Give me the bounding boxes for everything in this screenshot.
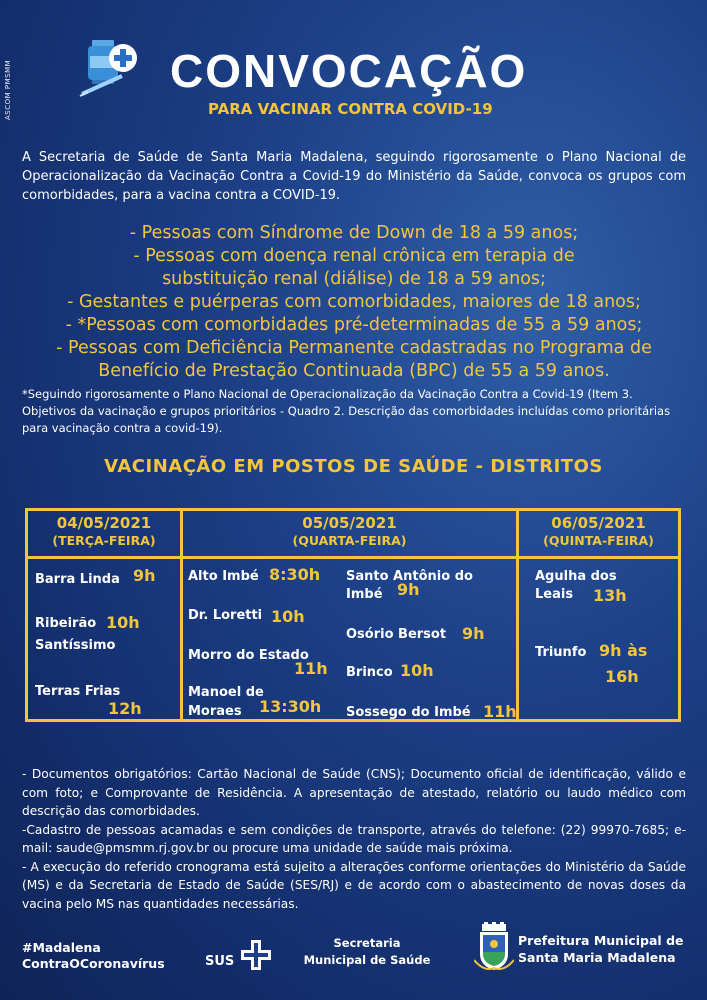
prefeitura-line: Prefeitura Municipal de xyxy=(518,933,684,948)
place-time: 9h às xyxy=(599,641,648,660)
group-line: - Pessoas com Síndrome de Down de 18 a 59 anos; xyxy=(129,223,579,243)
place-name: Santíssimo xyxy=(35,638,116,653)
group-line: - Gestantes e puérperas com comorbidades, maiores de 18 anos; xyxy=(67,292,641,312)
day-date: 04/05/2021 xyxy=(56,514,152,532)
place-name: Morro do Estado xyxy=(188,648,309,663)
prefeitura-label xyxy=(518,932,684,966)
place-time: 13:30h xyxy=(259,697,322,716)
day-weekday: (TERÇA-FEIRA) xyxy=(52,533,156,548)
page-subtitle: PARA VACINAR CONTRA COVID-19 xyxy=(208,100,493,118)
hashtag-line: #Madalena xyxy=(22,940,101,955)
page-title: CONVOCAÇÃO xyxy=(170,45,528,97)
place-time: 9h xyxy=(397,580,420,599)
section-title: VACINAÇÃO EM POSTOS DE SAÚDE - DISTRITOS xyxy=(104,456,603,477)
place-name: Terras Frias xyxy=(35,684,121,699)
place-name: Ribeirão xyxy=(35,616,97,631)
place-name: Sossego do Imbé xyxy=(346,705,471,720)
place-time: 11h xyxy=(294,659,328,678)
secretaria-line: Secretaria xyxy=(333,936,401,950)
side-credit: ASCOM PMSMM xyxy=(4,59,12,120)
day-header xyxy=(519,514,678,550)
day-weekday: (QUINTA-FEIRA) xyxy=(543,533,654,548)
notes xyxy=(22,765,686,913)
group-line: Benefício de Prestação Continuada (BPC) de 55 a 59 anos. xyxy=(98,361,610,381)
note-paragraph: -Cadastro de pessoas acamadas e sem condições de transporte, através do telefone: (22) 99970-7685; e-mail: saude@pmsmm.rj.gov.br ou procure uma unidade de saúde mais próxima. xyxy=(22,822,686,855)
place-time: 9h xyxy=(462,624,485,643)
group-line: - Pessoas com Deficiência Permanente cadastradas no Programa de xyxy=(56,338,652,358)
place-name: Barra Linda xyxy=(35,572,120,587)
place-name: Dr. Loretti xyxy=(188,608,263,623)
intro-text: A Secretaria de Saúde de Santa Maria Madalena, seguindo rigorosamente o Plano Nacional de Operacionalização da Vacinação Contra a Covid-19 do Ministério da Saúde, convoca os grupos com comorbidades, para a vacina contra a COVID-19. xyxy=(22,150,686,203)
secretaria-label xyxy=(302,935,432,969)
group-line: - Pessoas com doença renal crônica em terapia de xyxy=(133,246,575,266)
vaccine-icon xyxy=(78,36,140,98)
place-time: 9h xyxy=(133,566,156,585)
secretaria-line: Municipal de Saúde xyxy=(303,953,431,967)
priority-groups xyxy=(22,222,686,383)
header-divider xyxy=(28,556,678,559)
schedule-table xyxy=(25,508,681,722)
place-time: 8:30h xyxy=(269,565,321,584)
place-name: Santo Antônio do xyxy=(346,569,473,584)
place-name: Manoel de xyxy=(188,685,264,700)
sus-logo xyxy=(205,940,271,970)
prefeitura-line: Santa Maria Madalena xyxy=(518,950,676,965)
day-date: 05/05/2021 xyxy=(302,514,397,532)
day-weekday: (QUARTA-FEIRA) xyxy=(292,533,407,548)
place-time: 10h xyxy=(400,661,434,680)
place-time: 12h xyxy=(108,699,142,718)
coat-of-arms-icon xyxy=(474,922,514,974)
place-name: Osório Bersot xyxy=(346,627,447,642)
group-line: - *Pessoas com comorbidades pré-determinadas de 55 a 59 anos; xyxy=(65,315,643,335)
place-name: Moraes xyxy=(188,704,242,719)
day-header xyxy=(183,514,516,550)
place-name: Triunfo xyxy=(535,645,587,660)
place-name: Alto Imbé xyxy=(188,569,259,584)
place-time: 10h xyxy=(271,607,305,626)
place-name: Leais xyxy=(535,587,574,602)
day-date: 06/05/2021 xyxy=(551,514,646,532)
sus-cross-icon xyxy=(241,940,271,970)
place-name: Brinco xyxy=(346,665,393,680)
place-time: 11h xyxy=(483,702,517,721)
footnote: *Seguindo rigorosamente o Plano Nacional de Operacionalização da Vacinação Contra a Covid-19 (Item 3. Objetivos da vacinação e grupos prioritários - Quadro 2. Descrição das comorbidades incluídas como prioritárias para vacinação contra a covid-19). xyxy=(22,387,671,435)
hashtag xyxy=(22,940,165,972)
sus-text: SUS xyxy=(205,953,235,969)
note-paragraph: - A execução do referido cronograma está sujeito a alterações conforme orientações do Ministério da Saúde (MS) e da Secretaria de Estado de Saúde (SES/RJ) e de acordo com o abastecimento de novas doses da vacina pelo MS nas quantidades necessárias. xyxy=(22,859,686,911)
group-line: substituição renal (diálise) de 18 a 59 anos; xyxy=(162,269,546,289)
hashtag-line: ContraOCoronavírus xyxy=(22,956,165,971)
place-time: 13h xyxy=(593,586,627,605)
place-name: Agulha dos xyxy=(535,569,617,584)
day-header xyxy=(28,514,180,550)
place-time: 10h xyxy=(106,613,140,632)
note-paragraph: - Documentos obrigatórios: Cartão Nacional de Saúde (CNS); Documento oficial de identificação, válido e com foto; e Comprovante de Residência. A apresentação de atestado, relatório ou laudo médico com descrição das comorbidades. xyxy=(22,767,686,818)
place-time: 16h xyxy=(605,667,639,686)
place-name: Imbé xyxy=(346,587,383,602)
